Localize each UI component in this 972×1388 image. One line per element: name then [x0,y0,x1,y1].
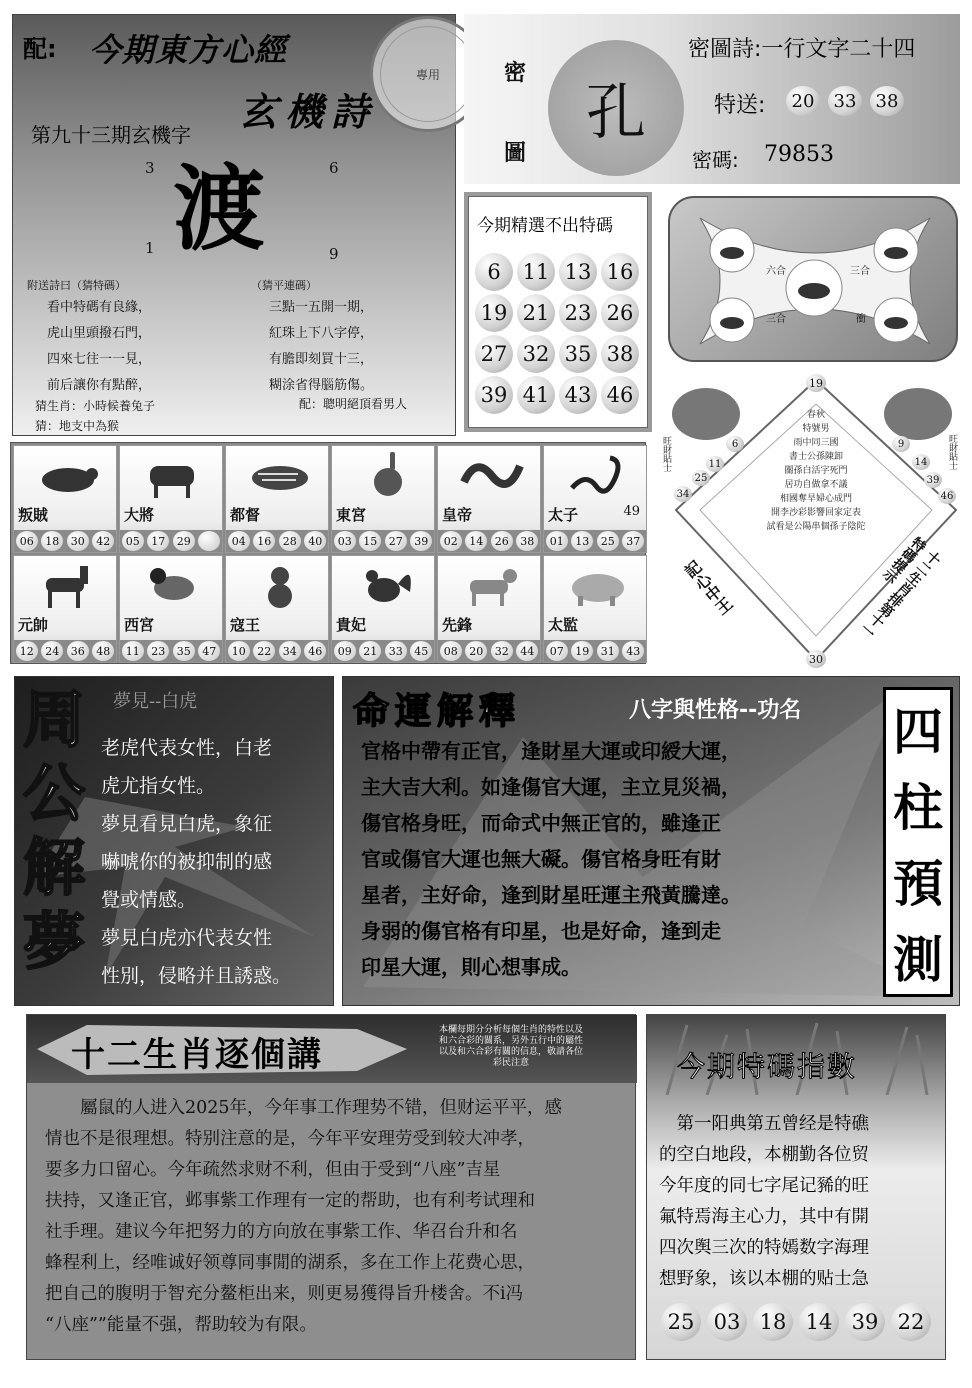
index-line: 第一阳典第五曾经是特礁 [676,1114,869,1134]
zodiac-number: 38 [516,531,538,551]
title-xuanji-poem: 玄機詩 [239,90,378,134]
no-show-number: 39 [475,376,513,414]
zodiac-number: 31 [597,641,619,661]
code-value: 79853 [764,142,834,167]
zodiac-number: 48 [92,641,114,661]
dog-icon [460,562,524,610]
poem-line: 看中特碼有良緣， [47,300,152,315]
zodiac-number: 37 [622,531,644,551]
zodiac-number: 19 [571,641,593,661]
no-show-title: 今期精選不出特碼 [477,216,613,236]
zodiac-number: 06 [16,531,38,551]
dream-title-char: 周 [22,683,85,756]
diamond-line: 雨中同三國 [793,438,839,448]
shengxiao-header [27,1015,637,1083]
horse-icon [36,562,100,610]
zodiac-number: 28 [279,531,301,551]
destiny-title: 命運解釋 [353,691,522,732]
zodiac-number: 10 [228,641,250,661]
zodiac-number: 43 [622,641,644,661]
zodiac-number: 03 [334,531,356,551]
secret-label-bottom: 圖 [504,140,527,166]
dream-title-char: 公 [22,757,85,830]
corner-number-bl: 1 [145,239,155,257]
poem-left [47,295,151,399]
diamond-line: 試看是公陽串個孫子陰陀 [766,522,866,532]
zodiac-number: 30 [67,531,89,551]
zodiac-number: 23 [147,641,169,661]
special-number: 38 [870,86,904,116]
zodiac-number: 25 [597,531,619,551]
zodiac-number: 07 [546,641,568,661]
zodiac-number: 33 [385,641,407,661]
special-number: 20 [786,86,820,116]
dream-line: 性別，侵略并且誘惑。 [101,965,292,987]
snake-icon [566,452,630,500]
index-text [659,1109,941,1295]
no-show-number: 38 [601,335,639,373]
no-show-number: 16 [601,253,639,291]
poem-line: 虎山里頭撥石門， [47,326,152,341]
index-number: 39 [845,1303,885,1341]
no-show-number: 6 [475,253,513,291]
poem-right [269,295,373,399]
pig-icon [566,562,630,610]
zodiac-number: 36 [67,641,89,661]
zodiac-number: 08 [440,641,462,661]
shengxiao-line: 扶持，又逢正官，邺事紫工作理有一定的帮助，也有利考试理和 [45,1191,535,1211]
index-number: 14 [799,1303,839,1341]
dragon-icon [460,452,524,500]
zodiac-number: 04 [228,531,250,551]
destiny-panel [342,676,960,1006]
secret-poem-title: 密圖詩:一行文字二十四 [688,37,916,62]
diamond-inner-text [732,408,900,534]
index-number: 18 [753,1303,793,1341]
diamond-right-number: 14 [912,454,930,470]
shengxiao-panel [26,1014,636,1360]
zodiac-number: 02 [440,531,462,551]
zodiac-name: 太監 [548,616,579,634]
zodiac-number: 05 [122,531,144,551]
shengxiao-title: 十二生肖逐個講 [71,1035,323,1075]
dream-panel [14,676,334,1006]
zodiac-cell [331,555,435,663]
dream-line: 老虎代表女性，白老 [101,737,273,759]
zodiac-cell [119,555,223,663]
diamond-right-number: 9 [892,436,910,452]
destiny-line: 星者，主好命，逢到財星旺運主飛黃騰達。 [361,883,741,907]
zodiac-number: 35 [173,641,195,661]
rabbit-icon [354,452,418,500]
shengxiao-note-line: 和六合彩的關系，另外五行中的屬性 [438,1036,583,1046]
zodiac-cell [13,445,117,553]
goat-icon [142,562,206,610]
destiny-line: 官或傷官大運也無大礙。傷官格身旺有財 [361,847,721,871]
dream-side-title [21,683,87,979]
no-show-number: 43 [559,376,597,414]
zodiac-number: 13 [571,531,593,551]
zodiac-number: 11 [122,641,144,661]
zodiac-number: 39 [410,531,432,551]
diamond-line: 開李沙彩影響回家定表 [770,508,861,518]
index-panel [646,1014,946,1360]
no-show-number: 27 [475,335,513,373]
diamond-line: 居功自做拿不議 [784,480,848,490]
diamond-bottom-number: 30 [806,650,826,668]
zodiac-name: 元帥 [18,616,49,634]
destiny-line: 官格中帶有正官，逢財星大運或印綬大運， [361,739,741,763]
diamond-left-number: 6 [726,436,744,452]
liuhe-diagram [668,196,958,362]
issue-label: 第九十三期玄機字 [31,123,191,147]
dream-title-char: 解 [22,831,85,904]
zodiac-cell [543,555,647,663]
zodiac-number: 34 [279,641,301,661]
zodiac-number: 09 [334,641,356,661]
special-label: 特送: [714,93,766,118]
poem-line: 前后讓你有點醉， [47,378,152,393]
index-number: 22 [891,1303,931,1341]
zodiac-number: 22 [253,641,275,661]
index-line: 想野象，该以本棚的贴士急 [659,1269,869,1289]
index-number: 03 [707,1303,747,1341]
zodiac-number: 01 [546,531,568,551]
index-line: 氟特焉海主心力，其中有開 [659,1207,869,1227]
big-character: 渡 [173,155,266,263]
zodiac-number: 27 [385,531,407,551]
dream-title-char: 夢 [22,905,85,978]
no-show-panel [464,192,652,432]
no-show-number: 23 [559,294,597,332]
code-label: 密碼: [692,148,739,172]
zodiac-number: 12 [16,641,38,661]
guess-zodiac: 猜生肖：小時候養兔子 [35,399,156,413]
ox-icon [142,452,206,500]
shengxiao-note-line: 本欄每期分分析每個生肖的特性以及 [438,1025,583,1035]
rat-icon [36,452,100,500]
secret-panel [464,14,960,184]
diamond-left-number: 34 [674,486,692,502]
zodiac-number [198,531,220,551]
shengxiao-line: 情也不是很理想。特别注意的是，今年平安理劳受到较大冲孝， [45,1129,535,1149]
zodiac-number: 16 [253,531,275,551]
liuhe-label: 六合 [766,266,786,277]
destiny-line: 身弱的傷官格有印星，也是好命，逢到走 [361,919,721,943]
zodiac-number: 20 [465,641,487,661]
destiny-side-char: 柱 [893,779,943,837]
zodiac-extra-number: 49 [623,504,640,519]
no-show-number: 41 [517,376,555,414]
zodiac-number: 44 [516,641,538,661]
zodiac-name: 貴妃 [336,616,367,634]
zodiac-number: 15 [359,531,381,551]
zodiac-name: 寇王 [230,616,261,634]
zodiac-cell [331,445,435,553]
dream-line: 虎尤指女性。 [101,775,216,797]
zodiac-number: 47 [198,641,220,661]
poem-right-heading: （猜平連碼） [251,279,317,292]
corner-number-tr: 6 [329,159,339,177]
special-number: 33 [828,86,862,116]
zodiac-cell [13,555,117,663]
zodiac-cell [543,445,647,553]
poem-left-heading: 附送詩曰（猜特碼） [27,279,126,292]
poem-line: 有膽即刻買十三， [269,352,374,367]
diamond-top-number: 19 [806,374,826,392]
shengxiao-note [401,1025,621,1069]
destiny-side-title [883,687,953,997]
diamond-right-number: 39 [924,472,942,488]
zodiac-cell [437,445,541,553]
no-show-number: 26 [601,294,639,332]
diamond-left-number: 25 [692,470,710,486]
zodiac-name: 皇帝 [442,506,473,524]
no-show-number: 32 [517,335,555,373]
zodiac-name: 都督 [230,506,261,524]
destiny-line: 主大吉大利。如逢傷官大運，主立見災禍， [361,775,741,799]
liuhe-label: 衝 [856,314,866,325]
diamond-right-number: 46 [938,488,956,504]
liuhe-label: 三合 [766,314,786,325]
poem-line: 三點一五開一期， [269,300,374,315]
zodiac-number: 45 [410,641,432,661]
diamond-line: 相國奪旱婦心成門 [779,494,852,504]
shengxiao-text [45,1093,625,1341]
secret-label-top: 密 [504,60,527,86]
dream-text [101,729,291,995]
destiny-text [361,733,881,985]
shengxiao-line: 屬鼠的人进入2025年，今年事工作理势不错，但财运平平，感 [80,1098,563,1118]
zodiac-number: 29 [173,531,195,551]
diamond-line: 特號男 [802,424,830,434]
shengxiao-line: 要多力口留心。今年疏然求财不利，但由于受到“八座”吉星 [45,1160,501,1180]
no-show-number: 35 [559,335,597,373]
title-east-heart: 今期東方心經 [89,31,288,69]
dream-line: 嚇唬你的被抑制的感 [101,851,273,873]
index-title: 今期特碼指數 [677,1050,858,1083]
diamond-right-tag: 旺財貼士 [947,434,957,470]
poem-line: 糊涂省得腦筋傷。 [269,378,374,393]
zodiac-cell [225,445,329,553]
dream-line: 夢見白虎亦代表女性 [101,927,273,949]
diamond-left-number: 11 [706,456,724,472]
shengxiao-note-line: 彩民注意 [492,1058,529,1068]
tiger-icon [248,452,312,500]
destiny-side-char: 四 [893,703,943,761]
shengxiao-note-line: 以及和六合彩有關的信息，敬請各位 [438,1047,583,1057]
secret-seal [548,40,684,176]
stamp-text: 專用 [415,67,440,82]
destiny-side-char: 測 [893,931,943,989]
no-show-grid [475,253,641,414]
poem-right-note: 配：聰明絕頂看男人 [299,397,408,411]
no-show-number: 11 [517,253,555,291]
zodiac-number: 21 [359,641,381,661]
zodiac-number: 17 [147,531,169,551]
zodiac-cell [437,555,541,663]
monkey-icon [248,562,312,610]
no-show-number: 21 [517,294,555,332]
no-show-number: 46 [601,376,639,414]
zodiac-number: 18 [41,531,63,551]
rooster-icon [354,562,418,610]
diamond-bottom-left-label: 記心中王 [679,557,736,619]
zodiac-name: 東宮 [336,506,367,524]
special-numbers [786,86,904,116]
zodiac-number: 40 [304,531,326,551]
shengxiao-line: 把自己的腹明于智充分鳌柜出来，则更易獲得旨升楼舍。不i冯 [45,1284,524,1304]
zodiac-number: 26 [491,531,513,551]
zodiac-name: 太子 [548,506,579,524]
index-number: 25 [661,1303,701,1341]
zodiac-number: 14 [465,531,487,551]
zodiac-name: 大將 [124,506,155,524]
dream-line: 夢見看見白虎，象征 [101,813,273,835]
zodiac-name: 西宮 [124,616,155,634]
index-line: 的空白地段，本棚勤各位贸 [659,1145,869,1165]
poem-line: 紅珠上下八字停， [269,326,374,341]
diamond-line: 書士公孫陳卸 [788,452,843,462]
seal-character: 孔 [586,78,646,148]
diamond-bottom-right-label: 十二生肖排第十一 特碼提示 [856,533,944,641]
zodiac-number: 24 [41,641,63,661]
zodiac-name: 叛賊 [18,506,49,524]
zodiac-number: 46 [304,641,326,661]
diamond-panel [656,370,962,670]
shengxiao-line: “八座””能量不强，帮助较为有限。 [45,1315,317,1335]
no-show-number: 13 [559,253,597,291]
diamond-left-tag: 旺財貼士 [661,436,671,472]
destiny-side-char: 預 [893,855,943,913]
guess-branch: 猜：地支中為猴 [35,419,120,433]
zodiac-number: 32 [491,641,513,661]
diamond-line: 關孫白活字死門 [784,466,848,476]
zodiac-name: 先鋒 [442,616,473,634]
shengxiao-line: 蜂程利上，经唯诚好领尊同事閒的湖系，多在工作上花费心思， [45,1253,535,1273]
corner-number-tl: 3 [145,159,155,177]
corner-number-br: 9 [329,245,339,263]
destiny-subtitle: 八字與性格--功名 [629,698,802,723]
zodiac-cell [225,555,329,663]
index-line: 今年度的同七字尾记豨的旺 [659,1176,869,1196]
diamond-line: 春秋 [806,410,825,420]
destiny-line: 傷官格身旺，而命式中無正官的，雖逢正 [361,811,721,835]
zodiac-grid [10,442,646,664]
liuhe-label: 三合 [850,266,870,277]
no-show-number: 19 [475,294,513,332]
poem-line: 四來七往一一見， [47,352,152,367]
dream-subtitle: 夢見--白虎 [113,691,198,712]
dream-line: 覺或情感。 [101,889,197,911]
destiny-line: 印星大運，則心想事成。 [361,955,581,979]
prefix-label: 配: [23,35,57,63]
index-line: 四次舆三次的特嫣数字海理 [659,1238,869,1258]
index-numbers [661,1303,931,1341]
zodiac-cell [119,445,223,553]
shengxiao-line: 社手理。建议今年把努力的方向放在事紫工作、华召台升和名 [45,1222,518,1242]
zodiac-number: 42 [92,531,114,551]
